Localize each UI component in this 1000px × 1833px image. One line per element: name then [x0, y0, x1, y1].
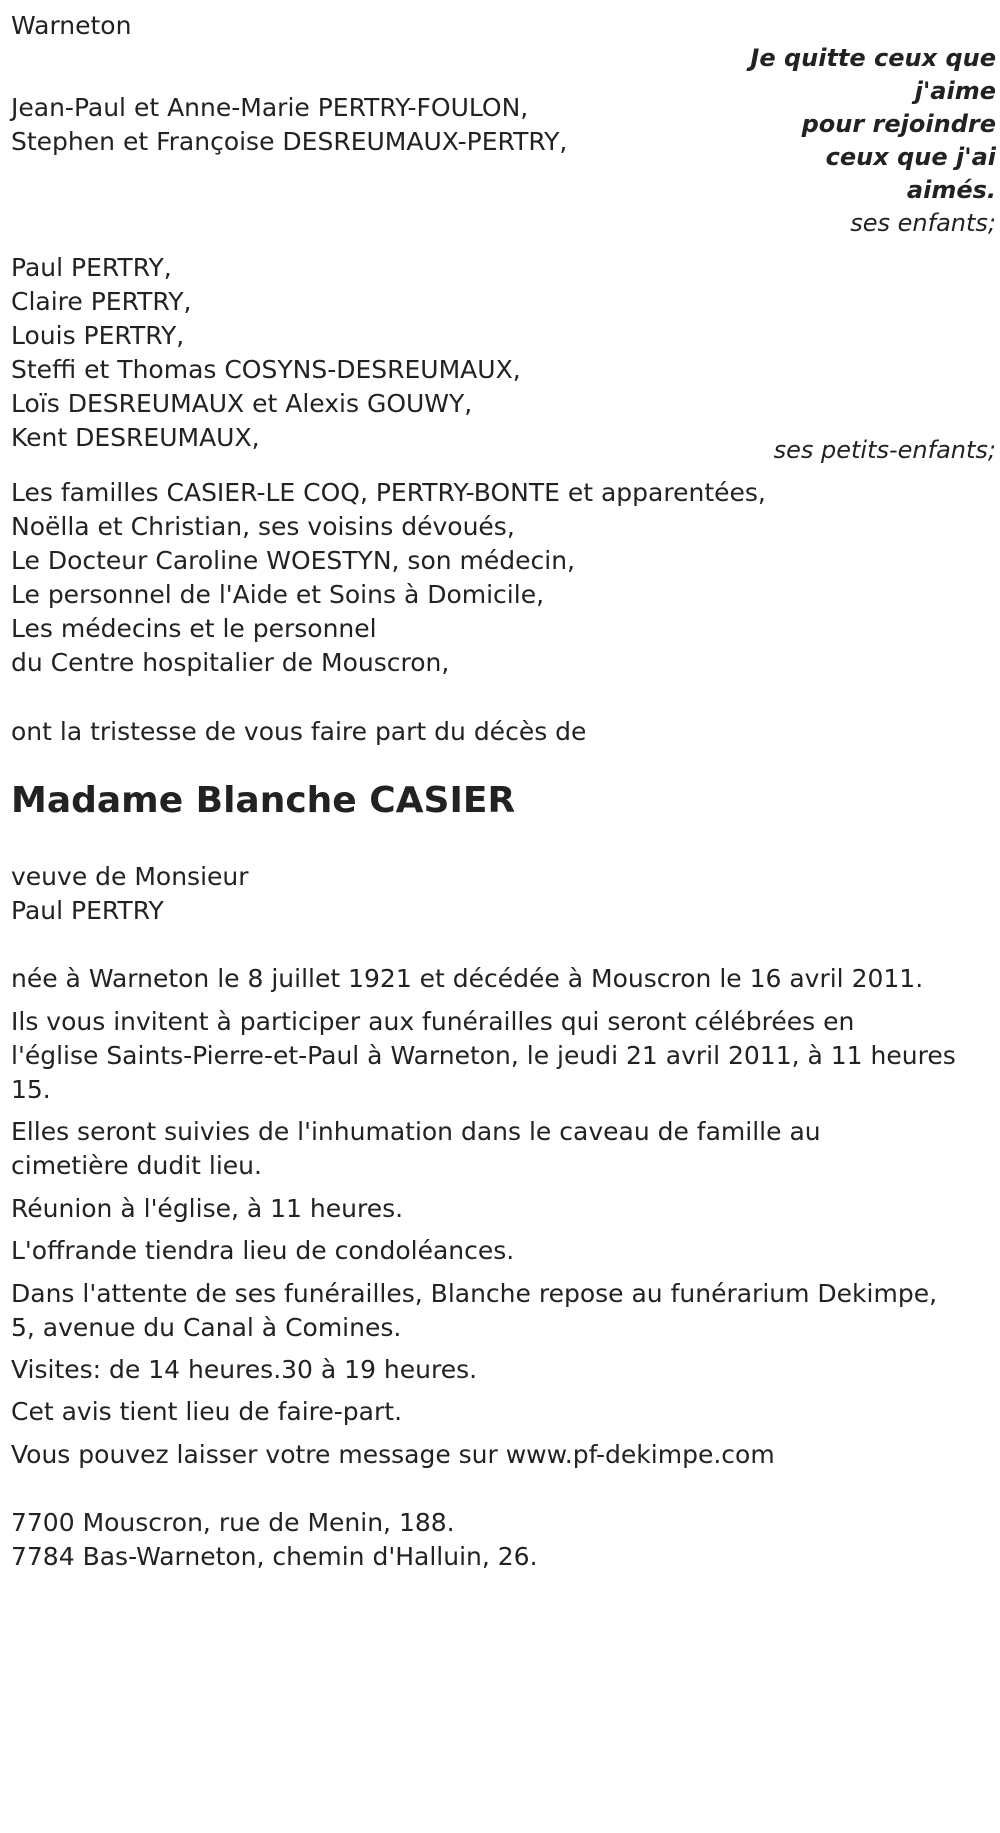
detail-line: née à Warneton le 8 juillet 1921 et décédée à Mouscron le 16 avril 2011.: [11, 964, 924, 993]
grandchild-name: Louis PERTRY,: [11, 321, 185, 350]
place-heading: Warneton: [11, 11, 132, 40]
detail-line: l'église Saints-Pierre-et-Paul à Warneton, le jeudi 21 avril 2011, à 11 heures: [11, 1041, 956, 1070]
detail-line: Réunion à l'église, à 11 heures.: [11, 1194, 404, 1223]
detail-line: cimetière dudit lieu.: [11, 1151, 262, 1180]
role-grandchildren: ses petits-enfants;: [773, 436, 996, 464]
grandchild-name: Paul PERTRY,: [11, 253, 172, 282]
grandchild-name: Steffi et Thomas COSYNS-DESREUMAUX,: [11, 355, 521, 384]
widow-line: veuve de Monsieur: [11, 862, 249, 891]
detail-line: Dans l'attente de ses funérailles, Blanche repose au funérarium Dekimpe,: [11, 1279, 938, 1308]
detail-line: Cet avis tient lieu de faire-part.: [11, 1397, 403, 1426]
relative-line: Le Docteur Caroline WOESTYN, son médecin,: [11, 546, 576, 575]
role-children: ses enfants;: [850, 209, 996, 237]
child-name: Stephen et Françoise DESREUMAUX-PERTRY,: [11, 127, 568, 156]
relative-line: du Centre hospitalier de Mouscron,: [11, 648, 450, 677]
detail-line: 15.: [11, 1075, 51, 1104]
detail-line: Ils vous invitent à participer aux funérailles qui seront célébrées en: [11, 1007, 855, 1036]
detail-line: Visites: de 14 heures.30 à 19 heures.: [11, 1355, 478, 1384]
address-line: 7700 Mouscron, rue de Menin, 188.: [11, 1508, 455, 1537]
relative-line: Les médecins et le personnel: [11, 614, 377, 643]
grandchild-name: Claire PERTRY,: [11, 287, 192, 316]
detail-line: 5, avenue du Canal à Comines.: [11, 1313, 402, 1342]
poem-line: pour rejoindre: [801, 110, 996, 138]
poem-line: Je quitte ceux que: [750, 44, 996, 72]
deceased-name: Madame Blanche CASIER: [11, 780, 516, 821]
relative-line: Le personnel de l'Aide et Soins à Domicile,: [11, 580, 545, 609]
website-line: Vous pouvez laisser votre message sur www.pf-dekimpe.com: [11, 1440, 775, 1469]
child-name: Jean-Paul et Anne-Marie PERTRY-FOULON,: [11, 93, 529, 122]
poem-line: j'aime: [914, 77, 996, 105]
widow-line: Paul PERTRY: [11, 896, 164, 925]
poem-line: ceux que j'ai: [825, 143, 996, 171]
poem-line: aimés.: [906, 176, 996, 204]
grandchild-name: Kent DESREUMAUX,: [11, 423, 260, 452]
relative-line: Les familles CASIER-LE COQ, PERTRY-BONTE et apparentées,: [11, 478, 766, 507]
grandchild-name: Loïs DESREUMAUX et Alexis GOUWY,: [11, 389, 473, 418]
detail-line: L'offrande tiendra lieu de condoléances.: [11, 1236, 515, 1265]
announcement-text: ont la tristesse de vous faire part du décès de: [11, 717, 587, 746]
relative-line: Noëlla et Christian, ses voisins dévoués,: [11, 512, 515, 541]
address-line: 7784 Bas-Warneton, chemin d'Halluin, 26.: [11, 1542, 538, 1571]
detail-line: Elles seront suivies de l'inhumation dans le caveau de famille au: [11, 1117, 821, 1146]
